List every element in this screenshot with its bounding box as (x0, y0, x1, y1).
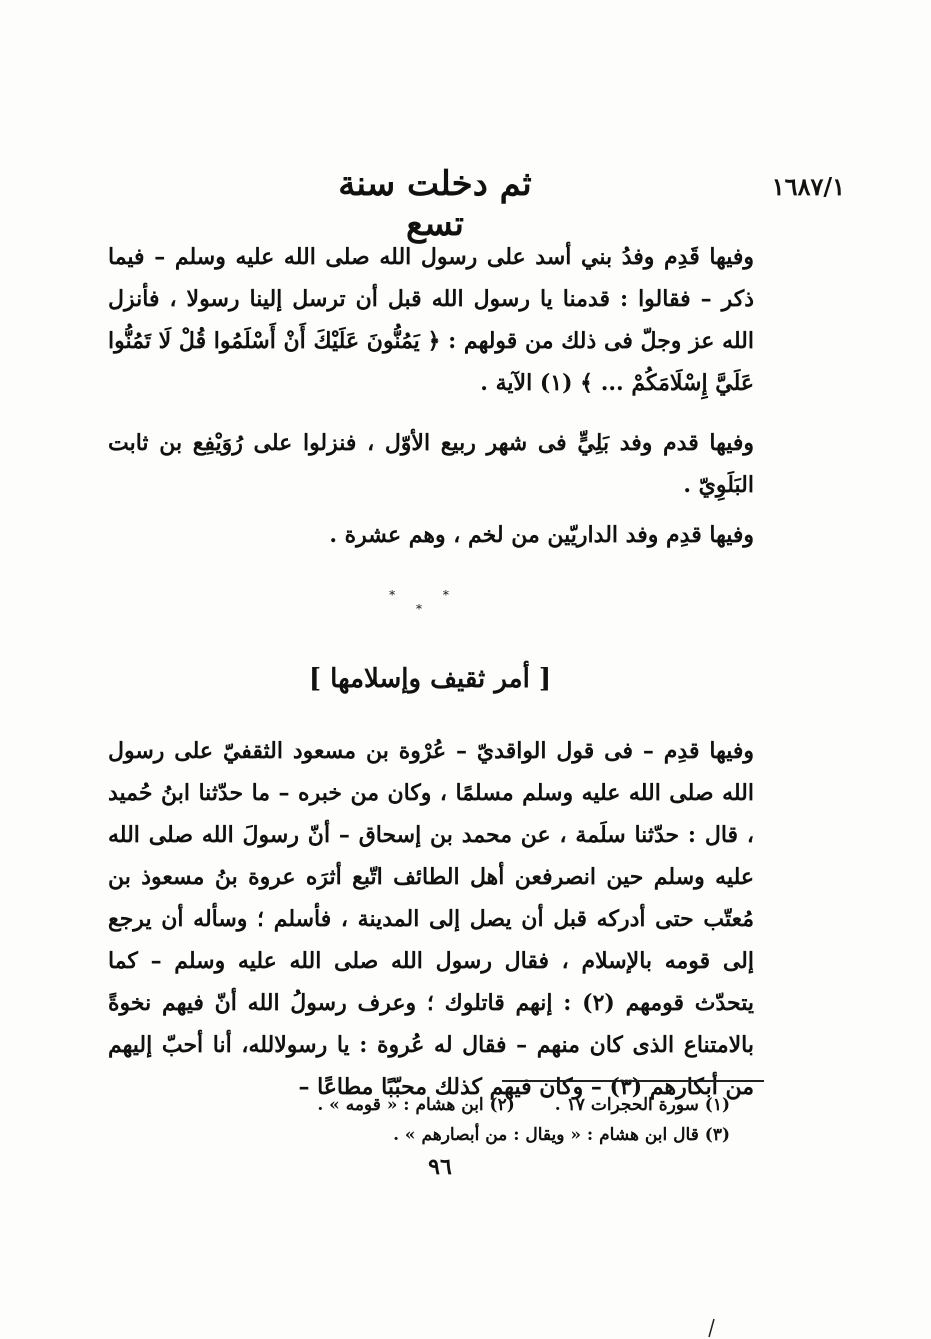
paragraph-wafd-bani-asad: وفيها قَدِم وفدُ بني أسد على رسول الله صلى الله عليه وسلم – فيما ذكر – فقالوا : قدمنا يا رسول الله قبل أن ترسل إلينا رسولا ، فأنزل الله عز وجلّ فى ذلك من قولهم : ﴿ يَمُنُّونَ عَلَيْكَ أَنْ أَسْلَمُوا قُلْ لَا تَمُنُّوا عَلَيَّ إِسْلَامَكُمْ ... ﴾ (١) الآية . (108, 244, 754, 396)
pen-stroke-mark (706, 1318, 716, 1338)
footnotes (270, 1090, 730, 1150)
paragraph-wafd-bali: وفيها قدم وفد بَلِيٍّ فى شهر ربيع الأوّل ، فنزلوا على رُوَيْفِع بن ثابت البَلَوِيّ . (108, 430, 754, 498)
page-number: ٩٦ (428, 1154, 452, 1180)
footnote-1: (١) سورة الحجرات ١٧ . (554, 1095, 730, 1115)
paragraph-wafd-dariyin: وفيها قدِم وفد الداريّين من لخم ، وهم عشرة . (329, 522, 754, 548)
paragraph-thaqif: وفيها قدِم – فى قول الواقديّ – عُرْوة بن مسعود الثقفيّ على رسول الله صلى الله عليه وسلم مسلمًا ، وكان من خبره – ما حدّثنا ابنُ حُميد ، قال : حدّثنا سلَمة ، عن محمد بن إسحاق – أنّ رسولَ الله صلى الله عليه وسلم حين انصرفعن أهل الطائف اتّبع أثرَه عروة بنُ مسعوذ بن مُعتّب حتى أدركه قبل أن يصل إلى المدينة ، فأسلم ؛ وسأله أن يرجع إلى قومه بالإسلام ، فقال رسول الله صلى الله عليه وسلم – كما يتحدّث قومهم (٢) : إنهم قاتلوك ؛ وعرف رسولُ الله أنّ فيهم نخوةً بالامتناع الذى كان منهم – فقال له عُروة : يا رسولالله، أنا أحبّ إليهم من أبكارهم (٣) – وكان فيهم كذلك محبّبًا مطاعًا – (108, 738, 754, 1100)
footnote-2: (٢) ابن هشام : « قومه » . (317, 1095, 515, 1115)
section-ornament: * * * (389, 588, 471, 616)
page-reference: ١٦٨٧/١ (771, 172, 845, 201)
running-head: ثم دخلت سنة تسع (338, 164, 532, 244)
footnote-3: (٣) قال ابن هشام : « ويقال : من أبصارهم » . (393, 1125, 730, 1145)
section-heading: [ أمر ثقيف وإسلامها ] (308, 664, 552, 694)
footnote-divider (502, 1080, 764, 1082)
